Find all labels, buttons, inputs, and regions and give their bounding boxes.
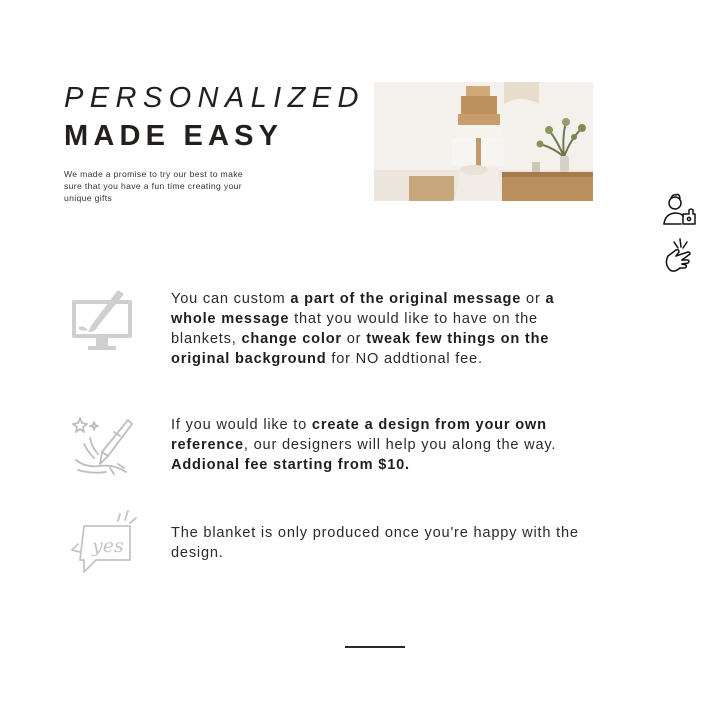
svg-text:yes: yes: [92, 535, 124, 557]
body-text: for NO addtional fee.: [326, 351, 483, 367]
pen-sparkles-icon: [70, 414, 136, 483]
body-text: You can custom: [171, 291, 291, 307]
emphasis-text: change color: [241, 331, 342, 347]
feature-text-own-design: [171, 415, 581, 475]
monitor-paintbrush-icon: [68, 288, 138, 359]
emphasis-text: create a design from your own reference: [171, 417, 547, 453]
emphasis-text: Addional fee starting from $10.: [171, 457, 410, 473]
body-text: , our designers will help you along the way.: [243, 437, 557, 453]
body-text: that you would like to have on the blankets,: [171, 311, 538, 347]
yes-speech-bubble-icon: [70, 508, 142, 581]
user-puzzle-icon[interactable]: [661, 192, 697, 228]
section-divider: [345, 646, 405, 648]
heading-personalized: PERSONALIZED: [64, 82, 365, 114]
snap-fingers-icon[interactable]: [662, 236, 698, 276]
body-text: or: [341, 331, 367, 347]
emphasis-text: a part of the original message: [290, 291, 522, 307]
heading-made-easy: MADE EASY: [64, 120, 284, 152]
feature-text-customize: [171, 289, 581, 369]
feature-text-approval: [171, 523, 581, 563]
hero-image: [374, 82, 593, 201]
body-text: The blanket is only produced once you're happy with the design.: [171, 525, 579, 561]
intro-text: We made a promise to try our best to make sure that you have a fun time creating your unique gifts: [64, 169, 243, 203]
body-text: or: [521, 291, 546, 307]
emphasis-text: tweak few things on the original background: [171, 331, 550, 367]
body-text: If you would like to: [171, 417, 312, 433]
emphasis-text: a whole message: [171, 291, 555, 327]
